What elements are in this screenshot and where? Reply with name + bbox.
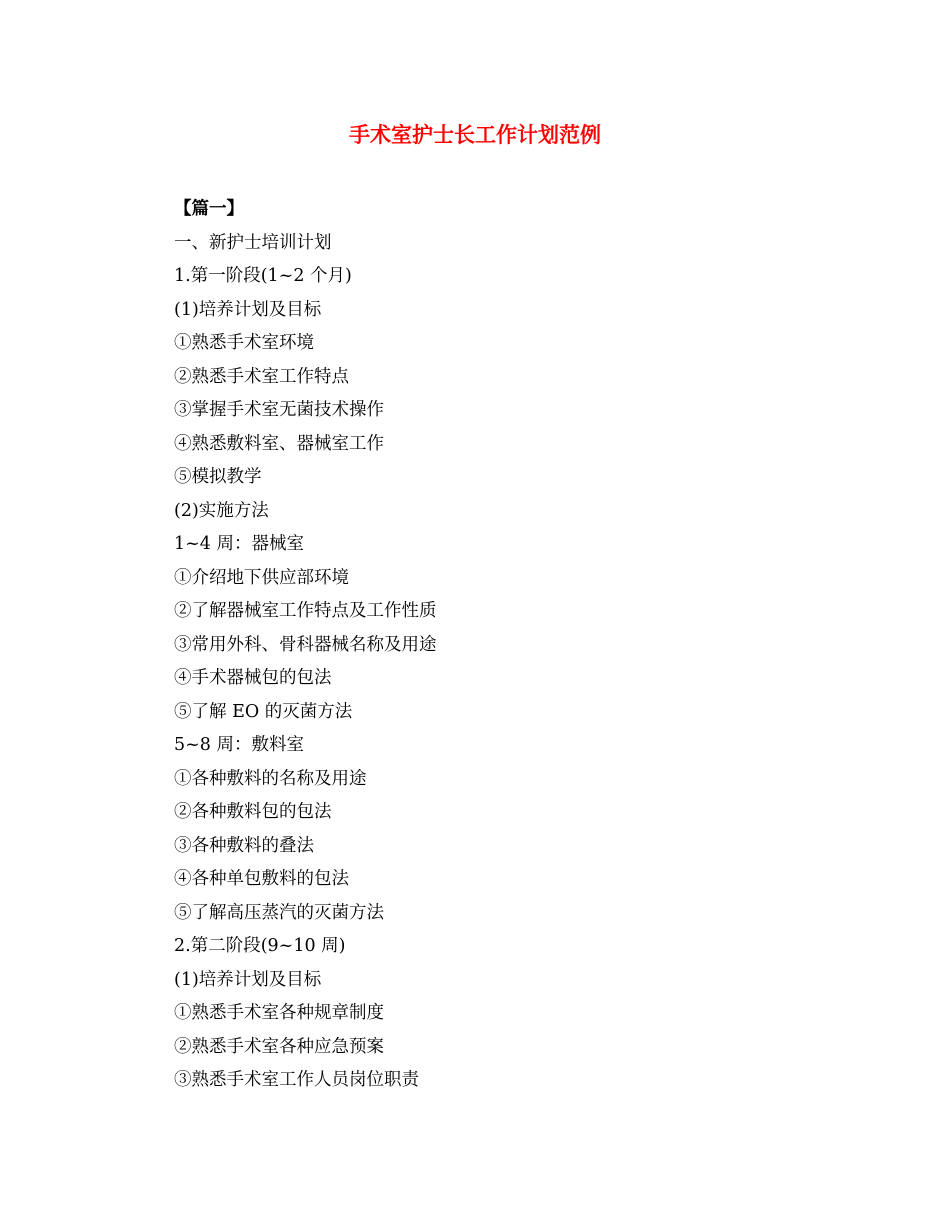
text-line: ⑤了解 EO 的灭菌方法 [174,701,353,722]
text-line: ④手术器械包的包法 [174,668,332,688]
text-line: ⑤了解高压蒸汽的灭菌方法 [174,902,384,923]
text-line: ①熟悉手术室环境 [174,333,314,353]
text-line: ②各种敷料包的包法 [174,802,332,822]
text-line: ③各种敷料的叠法 [174,835,314,856]
text-line: 1.第一阶段(1~2 个月) [174,266,352,286]
text-line: ③掌握手术室无菌技术操作 [174,400,384,420]
text-line: ④熟悉敷料室、器械室工作 [174,433,384,454]
text-line: (1)培养计划及目标 [174,299,322,320]
text-line: 2.第二阶段(9~10 周) [174,936,346,956]
text-line: ③常用外科、骨科器械名称及用途 [174,634,437,655]
document-body [174,193,874,1098]
text-line: ①各种敷料的名称及用途 [174,768,367,789]
text-line: ⑤模拟教学 [174,467,262,487]
text-line: (1)培养计划及目标 [174,969,322,990]
text-line: (2)实施方法 [174,500,269,521]
text-line: ①介绍地下供应部环境 [174,567,349,588]
text-line: ②熟悉手术室各种应急预案 [174,1036,384,1057]
text-line: 1~4 周：器械室 [174,534,304,554]
document-title: 手术室护士长工作计划范例 [349,123,601,147]
text-line: ③熟悉手术室工作人员岗位职责 [174,1070,419,1090]
text-line: 5~8 周：敷料室 [174,735,304,755]
text-line: ①熟悉手术室各种规章制度 [174,1003,384,1023]
section-heading: 【篇一】 [174,199,244,219]
text-line: ②熟悉手术室工作特点 [174,366,349,387]
text-line: ②了解器械室工作特点及工作性质 [174,601,437,621]
text-line: ④各种单包敷料的包法 [174,869,349,889]
text-line: 一、新护士培训计划 [174,232,332,253]
